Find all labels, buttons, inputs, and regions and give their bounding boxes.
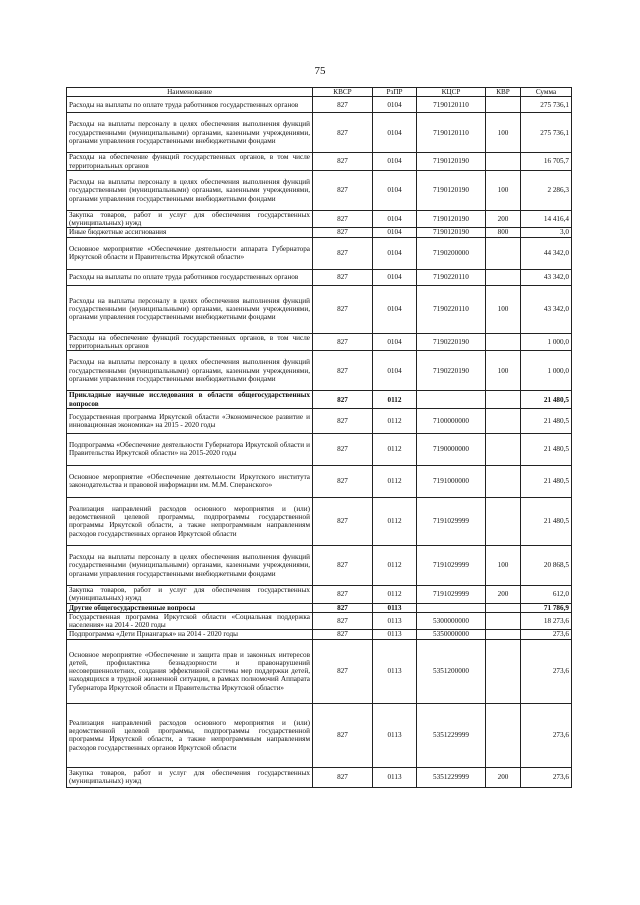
cell-kvr: 100 [486,351,521,391]
table-row [67,113,572,153]
cell-name: Расходы на выплаты по оплате труда работников государственных органов [67,269,313,285]
cell-sum: 71 786,9 [521,603,572,612]
cell-kvr [486,433,521,465]
cell-name: Основное мероприятие «Обеспечение деятельности аппарата Губернатора Иркутской области и Правительства Иркутской области» [67,237,313,269]
cell-kvr [486,408,521,433]
cell-rzpr: 0104 [373,333,417,351]
cell-rzpr: 0104 [373,210,417,228]
cell-sum: 612,0 [521,585,572,603]
cell-sum: 273,6 [521,630,572,639]
cell-name: Реализация направлений расходов основного мероприятия и (или) ведомственной целевой программы, подпрограммы государственной программы Иркутской области, а также непрограммным направлениям расходов государственных органов Иркутской области [67,497,313,545]
table-row [67,97,572,113]
cell-sum: 21 480,5 [521,391,572,409]
cell-rzpr: 0104 [373,351,417,391]
cell-kcsr: 7190220190 [417,333,486,351]
cell-kcsr: 7190220110 [417,285,486,333]
page-number: 75 [314,65,326,77]
cell-rzpr: 0113 [373,612,417,630]
cell-kvsr: 827 [313,113,373,153]
cell-rzpr: 0112 [373,497,417,545]
cell-kvsr: 827 [313,408,373,433]
cell-sum: 21 480,5 [521,433,572,465]
cell-kcsr: 5351229999 [417,767,486,787]
cell-kvr [486,465,521,497]
cell-kcsr: 7190220110 [417,269,486,285]
cell-kcsr: 7190120190 [417,153,486,171]
cell-sum: 20 868,5 [521,545,572,585]
cell-kvr [486,703,521,767]
cell-rzpr: 0112 [373,391,417,409]
cell-rzpr: 0104 [373,237,417,269]
cell-sum: 21 480,5 [521,408,572,433]
cell-name: Закупка товаров, работ и услуг для обеспечения государственных (муниципальных) нужд [67,767,313,787]
cell-sum: 275 736,1 [521,97,572,113]
table-row [67,153,572,171]
cell-kvr: 800 [486,228,521,237]
cell-name: Расходы на обеспечение функций государственных органов, в том числе территориальных органов [67,153,313,171]
cell-kcsr: 7190120190 [417,210,486,228]
header-kvr: КВР [486,88,521,97]
cell-kvr [486,497,521,545]
cell-name: Закупка товаров, работ и услуг для обеспечения государственных (муниципальных) нужд [67,585,313,603]
cell-kvr [486,97,521,113]
cell-kcsr: 7190000000 [417,433,486,465]
cell-kvsr: 827 [313,545,373,585]
table-row [67,237,572,269]
cell-name: Расходы на выплаты персоналу в целях обеспечения выполнения функций государственными (муниципальными) органами, казенными учреждениями, органами управления государственными внебюджетными фондами [67,285,313,333]
cell-sum: 14 416,4 [521,210,572,228]
cell-rzpr: 0113 [373,767,417,787]
cell-kvr: 200 [486,767,521,787]
cell-name: Основное мероприятие «Обеспечение и защита прав и законных интересов детей, профилактика безнадзорности и правонарушений несовершеннолетних, создания эффективной системы мер поддержки детей, находящихся в трудной жизненной ситуации, в рамках полномочий Аппарата Губернатора Иркутской области и Правительства Иркутской области» [67,639,313,703]
cell-rzpr: 0113 [373,630,417,639]
cell-sum: 43 342,0 [521,285,572,333]
table-row [67,703,572,767]
cell-kvsr: 827 [313,767,373,787]
table-row [67,639,572,703]
cell-kvr: 200 [486,585,521,603]
cell-kvsr: 827 [313,237,373,269]
cell-kvr [486,391,521,409]
cell-kvsr: 827 [313,497,373,545]
cell-sum: 16 705,7 [521,153,572,171]
cell-kcsr: 7190120190 [417,170,486,210]
cell-name: Расходы на обеспечение функций государственных органов, в том числе территориальных органов [67,333,313,351]
table-row [67,612,572,630]
table-body [67,97,572,787]
table-header-row [67,88,572,97]
cell-kvr: 200 [486,210,521,228]
cell-kcsr: 7191029999 [417,545,486,585]
table-row [67,333,572,351]
cell-kvsr: 827 [313,703,373,767]
cell-kvr [486,612,521,630]
header-kcsr: КЦСР [417,88,486,97]
cell-name: Прикладные научные исследования в области общегосударственных вопросов [67,391,313,409]
cell-kvr [486,153,521,171]
cell-kvsr: 827 [313,465,373,497]
cell-rzpr: 0113 [373,603,417,612]
table-row [67,228,572,237]
cell-kvsr: 827 [313,433,373,465]
table-row [67,433,572,465]
cell-sum: 21 480,5 [521,497,572,545]
cell-kvsr: 827 [313,333,373,351]
header-kvsr: КВСР [313,88,373,97]
cell-kcsr [417,391,486,409]
cell-kvsr: 827 [313,228,373,237]
cell-sum: 273,6 [521,703,572,767]
cell-name: Иные бюджетные ассигнования [67,228,313,237]
cell-kcsr: 7100000000 [417,408,486,433]
cell-name: Расходы на выплаты персоналу в целях обеспечения выполнения функций государственными (муниципальными) органами, казенными учреждениями, органами управления государственными внебюджетными фондами [67,170,313,210]
cell-kvsr: 827 [313,639,373,703]
cell-name: Основное мероприятие «Обеспечение деятельности Иркутского института законодательства и правовой информации им. М.М. Сперанского» [67,465,313,497]
cell-kvsr: 827 [313,612,373,630]
cell-kvr [486,333,521,351]
cell-kvr: 100 [486,545,521,585]
cell-sum: 275 736,1 [521,113,572,153]
cell-kvsr: 827 [313,351,373,391]
cell-kcsr: 7190120190 [417,228,486,237]
cell-kvsr: 827 [313,210,373,228]
cell-sum: 3,0 [521,228,572,237]
cell-name: Подпрограмма «Обеспечение деятельности Губернатора Иркутской области и Правительства Иркутской области» на 2015-2020 годы [67,433,313,465]
cell-kcsr: 7191029999 [417,585,486,603]
cell-kcsr: 5351200000 [417,639,486,703]
cell-name: Другие общегосударственные вопросы [67,603,313,612]
header-rzpr: РзПР [373,88,417,97]
cell-rzpr: 0113 [373,639,417,703]
table-row [67,767,572,787]
table-row [67,630,572,639]
header-name: Наименование [67,88,313,97]
table-row [67,285,572,333]
cell-rzpr: 0104 [373,113,417,153]
table-row [67,603,572,612]
cell-rzpr: 0112 [373,545,417,585]
cell-sum: 18 273,6 [521,612,572,630]
cell-name: Реализация направлений расходов основного мероприятия и (или) ведомственной целевой программы, подпрограммы государственной программы Иркутской области, а также непрограммным направлениям расходов государственных органов Иркутской области [67,703,313,767]
cell-kcsr: 7190220190 [417,351,486,391]
cell-kcsr: 7190200000 [417,237,486,269]
cell-kvr: 100 [486,170,521,210]
cell-sum: 44 342,0 [521,237,572,269]
cell-kvsr: 827 [313,603,373,612]
budget-table [66,87,572,788]
cell-kvsr: 827 [313,153,373,171]
table-row [67,351,572,391]
cell-rzpr: 0113 [373,703,417,767]
table-row [67,269,572,285]
cell-rzpr: 0104 [373,97,417,113]
table-row [67,210,572,228]
cell-rzpr: 0104 [373,269,417,285]
cell-rzpr: 0112 [373,585,417,603]
cell-sum: 21 480,5 [521,465,572,497]
table-row [67,497,572,545]
table-row [67,585,572,603]
cell-name: Расходы на выплаты по оплате труда работников государственных органов [67,97,313,113]
cell-rzpr: 0104 [373,170,417,210]
cell-kvsr: 827 [313,285,373,333]
header-sum: Сумма [521,88,572,97]
cell-sum: 1 000,0 [521,351,572,391]
cell-kcsr: 5350000000 [417,630,486,639]
cell-kvsr: 827 [313,391,373,409]
cell-name: Расходы на выплаты персоналу в целях обеспечения выполнения функций государственными (муниципальными) органами, казенными учреждениями, органами управления государственными внебюджетными фондами [67,113,313,153]
cell-name: Расходы на выплаты персоналу в целях обеспечения выполнения функций государственными (муниципальными) органами, казенными учреждениями, органами управления государственными внебюджетными фондами [67,351,313,391]
cell-rzpr: 0112 [373,433,417,465]
cell-name: Подпрограмма «Дети Приангарья» на 2014 - 2020 годы [67,630,313,639]
cell-rzpr: 0112 [373,408,417,433]
cell-name: Государственная программа Иркутской области «Социальная поддержка населения» на 2014 - 2020 годы [67,612,313,630]
cell-kcsr: 5351229999 [417,703,486,767]
cell-kvsr: 827 [313,630,373,639]
cell-kvr [486,603,521,612]
cell-sum: 273,6 [521,639,572,703]
cell-name: Закупка товаров, работ и услуг для обеспечения государственных (муниципальных) нужд [67,210,313,228]
cell-sum: 43 342,0 [521,269,572,285]
cell-kcsr: 7190120110 [417,113,486,153]
cell-kvr: 100 [486,113,521,153]
cell-sum: 273,6 [521,767,572,787]
cell-rzpr: 0104 [373,153,417,171]
table-row [67,408,572,433]
cell-rzpr: 0112 [373,465,417,497]
cell-kvsr: 827 [313,269,373,285]
cell-rzpr: 0104 [373,285,417,333]
cell-name: Государственная программа Иркутской области «Экономическое развитие и инновационная экономика» на 2015 - 2020 годы [67,408,313,433]
cell-kcsr: 7191029999 [417,497,486,545]
cell-kvr: 100 [486,285,521,333]
cell-kvr [486,639,521,703]
cell-kvr [486,630,521,639]
cell-kvsr: 827 [313,585,373,603]
cell-kvr [486,269,521,285]
cell-kcsr [417,603,486,612]
cell-kcsr: 5300000000 [417,612,486,630]
cell-kvsr: 827 [313,170,373,210]
cell-kvsr: 827 [313,97,373,113]
table-row [67,545,572,585]
cell-sum: 2 286,3 [521,170,572,210]
cell-kcsr: 7191000000 [417,465,486,497]
cell-kcsr: 7190120110 [417,97,486,113]
cell-name: Расходы на выплаты персоналу в целях обеспечения выполнения функций государственными (муниципальными) органами, казенными учреждениями, органами управления государственными внебюджетными фондами [67,545,313,585]
table-row [67,391,572,409]
cell-sum: 1 000,0 [521,333,572,351]
cell-kvr [486,237,521,269]
cell-rzpr: 0104 [373,228,417,237]
table-row [67,465,572,497]
table-row [67,170,572,210]
